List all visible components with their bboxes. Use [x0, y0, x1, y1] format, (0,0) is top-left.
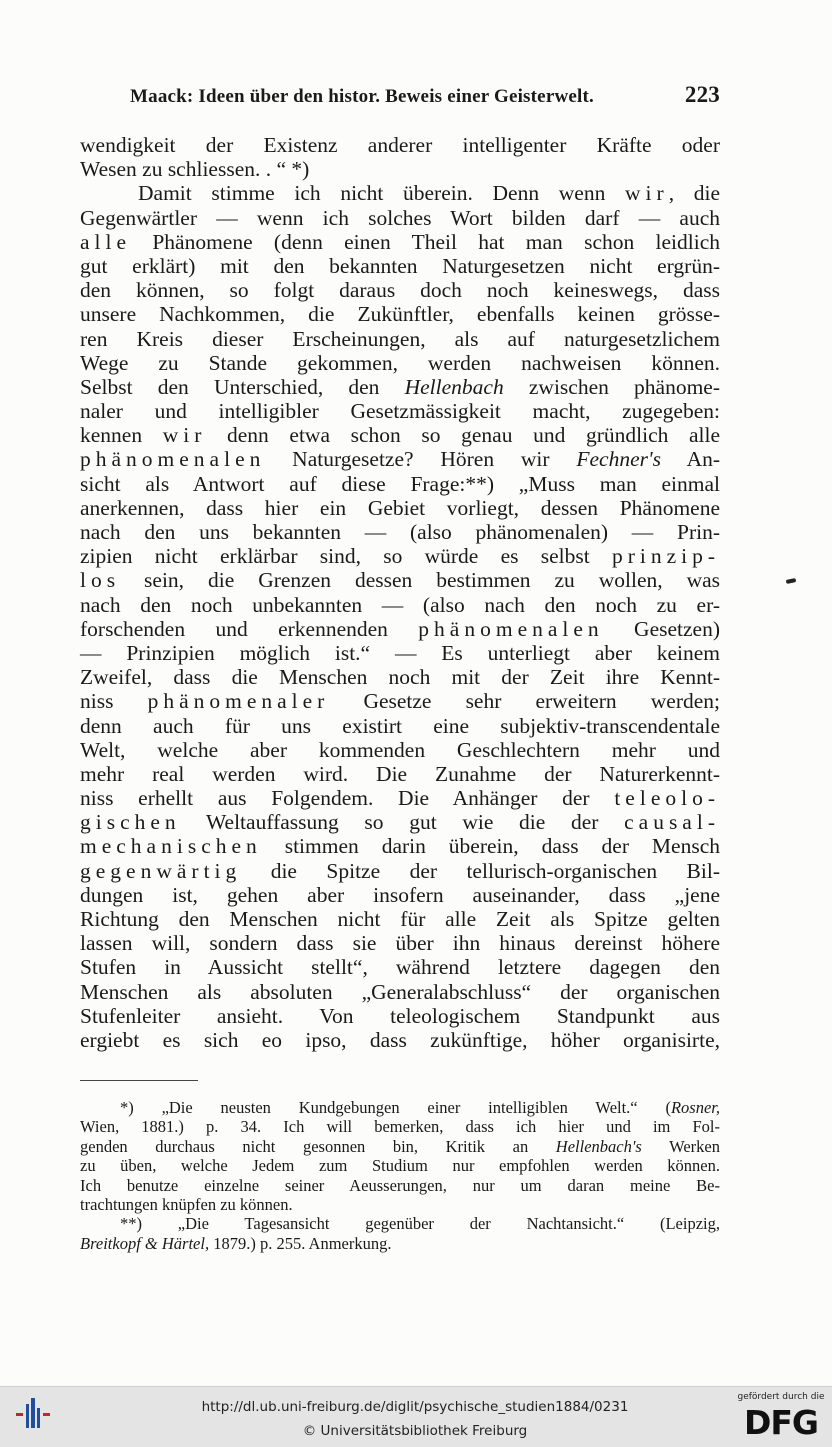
- text-line: kennen wir denn etwa schon so genau und gründlich alle: [80, 423, 721, 448]
- text-line: ergiebt es sich eo ipso, dass zukünftige, höher organisirte,: [80, 1027, 720, 1052]
- text-line: gegenwärtig die Spitze der tellurisch-organischen Bil-: [80, 858, 720, 883]
- footnote-divider: [80, 1080, 198, 1081]
- text-line: Richtung den Menschen nicht für alle Zeit als Spitze gelten: [80, 907, 720, 931]
- dfg-logo-text: DFG: [743, 1405, 819, 1437]
- text-line: zipien nicht erklärbar sind, so würde es selbst prinzip-: [80, 544, 720, 569]
- footnote-line: trachtungen knüpfen zu können.: [80, 1194, 293, 1214]
- text-line: Gegenwärtler — wenn ich solches Wort bilden darf — auch: [80, 205, 720, 230]
- running-title: Maack: Ideen über den histor. Beweis einer Geisterwelt.: [130, 86, 594, 107]
- text-line: nach den uns bekannten — (also phänomenalen) — Prin-: [80, 520, 720, 544]
- footnote-line: genden durchaus nicht gesonnen bin, Kritik an Hellenbach's Werken: [80, 1136, 720, 1156]
- text-line: Wege zu Stande gekommen, werden nachweisen können.: [80, 350, 720, 375]
- page-header: [130, 82, 720, 116]
- text-line: gischen Weltauffassung so gut wie die der causal-: [80, 810, 720, 835]
- text-line: denn auch für uns existirt eine subjektiv-transcendentale: [80, 713, 720, 738]
- text-line: mechanischen stimmen darin überein, dass der Mensch: [80, 834, 720, 859]
- text-line: niss phänomenaler Gesetze sehr erweitern werden;: [80, 689, 720, 714]
- text-line: anerkennen, dass hier ein Gebiet vorliegt, dessen Phänomene: [80, 495, 720, 520]
- dfg-logo-icon: [735, 1405, 827, 1437]
- text-line: Stufen in Aussicht stellt“, während letztere dagegen den: [80, 955, 720, 980]
- text-line: naler und intelligibler Gesetzmässigkeit macht, zugegeben:: [80, 399, 720, 424]
- text-line: nach den noch unbekannten — (also nach den noch zu er-: [80, 592, 720, 617]
- text-line: mehr real werden wird. Die Zunahme der Naturerkennt-: [80, 761, 720, 786]
- text-line: sicht als Antwort auf diese Frage:**) „Muss man einmal: [80, 471, 720, 496]
- footer-url-link[interactable]: http://dl.ub.uni-freiburg.de/diglit/psychische_studien1884/0231: [201, 1399, 629, 1415]
- text-line: alle Phänomene (denn einen Theil hat man schon leidlich: [80, 229, 720, 254]
- text-line: Damit stimme ich nicht überein. Denn wenn wir, die: [138, 181, 721, 206]
- footnote-line: Wien, 1881.) p. 34. Ich will bemerken, dass ich hier und im Fol-: [80, 1117, 720, 1137]
- footer-copyright: © Universitätsbibliothek Freiburg: [302, 1423, 528, 1439]
- text-line: Menschen als absoluten „Generalabschluss“ der organischen: [80, 979, 720, 1004]
- text-line: niss erhellt aus Folgendem. Die Anhänger der teleolo-: [80, 786, 720, 811]
- body-text: [80, 133, 720, 1052]
- text-line: den können, so folgt daraus doch noch keineswegs, dass: [80, 278, 720, 303]
- text-line: Selbst den Unterschied, den Hellenbach zwischen phänome-: [80, 374, 721, 399]
- dfg-caption: gefördert durch die: [737, 1392, 825, 1402]
- text-line: unsere Nachkommen, die Zukünftler, ebenfalls keinen grösse-: [80, 302, 720, 327]
- text-line: phänomenalen Naturgesetze? Hören wir Fechner's An-: [80, 447, 721, 472]
- footnote-line: Breitkopf & Härtel, 1879.) p. 255. Anmerkung.: [80, 1233, 392, 1253]
- margin-mark: [786, 578, 797, 584]
- page-number: 223: [684, 82, 720, 107]
- text-line: los sein, die Grenzen dessen bestimmen zu wollen, was: [80, 568, 720, 593]
- text-line: — Prinzipien möglich ist.“ — Es unterliegt aber keinem: [80, 640, 720, 665]
- footnote-line: **) „Die Tagesansicht gegenüber der Nachtansicht.“ (Leipzig,: [120, 1214, 720, 1234]
- text-line: Wesen zu schliessen. . “ *): [80, 157, 310, 182]
- text-line: ren Kreis dieser Erscheinungen, als auf naturgesetzlichem: [80, 326, 720, 351]
- footnote-line: *) „Die neusten Kundgebungen einer intelligiblen Welt.“ (Rosner,: [120, 1098, 720, 1117]
- library-logo-icon: [12, 1394, 54, 1436]
- text-line: Stufenleiter ansieht. Von teleologischem Standpunkt aus: [80, 1003, 720, 1028]
- text-line: wendigkeit der Existenz anderer intelligenter Kräfte oder: [80, 133, 720, 157]
- footnote-line: Ich benutze einzelne seiner Aeusserungen, nur um daran meine Be-: [80, 1175, 720, 1195]
- text-line: lassen will, sondern dass sie über ihn hinaus dereinst höhere: [80, 931, 720, 956]
- footnote-line: zu üben, welche Jedem zum Studium nur empfohlen werden können.: [80, 1156, 720, 1176]
- text-line: Zweifel, dass die Menschen noch mit der Zeit ihre Kennt-: [80, 665, 720, 690]
- text-line: gut erklärt) mit den bekannten Naturgesetzen nicht ergrün-: [80, 253, 720, 278]
- text-line: dungen ist, gehen aber insofern auseinander, dass „jene: [80, 882, 720, 907]
- footnotes: [80, 1098, 720, 1253]
- text-line: Welt, welche aber kommenden Geschlechtern mehr und: [80, 737, 720, 762]
- text-line: forschenden und erkennenden phänomenalen Gesetzen): [80, 616, 720, 641]
